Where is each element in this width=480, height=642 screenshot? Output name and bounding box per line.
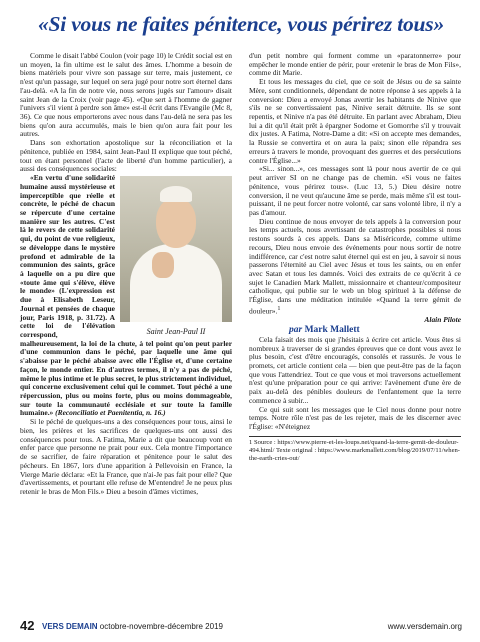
quote-text: «En vertu d'une solidarité humaine aussi mystérieuse et imperceptible que réelle et concrète, le péché de chacun se répercute d'une certaine manière sur les autres. C'est là le revers de cette solidarité qui, du point de vue religieux, se développe dans le mystère profond et admirable de la communion des saints, grâce à laquelle on a pu dire que «toute âme qui s'élève, élève le monde» (L'expression est due à Elisabeth Leseur, Journal et pensées de chaque jour, Paris 1918, p. 31.72). A cette loi de l'élévation correspond, malheureusement, la loi de la chute, à tel point qu'on peut parler d'une communion dans le péché, par laquelle une âme qui s'abaisse par le péché abaisse avec elle l'Église et, d'une certaine façon, le monde entier. En d'autres termes, il n'y a pas de péché, même le plus intime et le plus secret, le plus strictement individuel, qui concerne exclusivement celui qui le commet. Tout péché a une répercussion, plus ou moins forte, plus ou moins dommageable, sur toute la communauté ecclésiale et sur toute la famille humaine.» [20,173,232,418]
paragraph: Et tous les messages du ciel, que ce soit de Jésus ou de sa sainte Mère, sont conditionnels, dépendant de notre réponse à ses appels à la conversion: Dieu a envoyé Jonas avertir les habitants de Ninive que s'ils ne se convertissaient pas, Ninive serait détruite. Ils se sont repentis, et Ninive n'a pas été détruite. En parlant avec Abraham, Dieu lui a dit qu'il était prêt à épargner Sodome et Gomorrhe s'il y trouvait dix justes. A Fatima, Notre-Dame a dit: «Si on accepte mes demandes, la Russie se convertira et on aura la paix; sinon elle répandra ses erreurs à travers le monde, provoquant des guerres et des persécutions contre l'Église...» [249,77,461,165]
footnote-text: 1 Source : https://www.pierre-et-les-loups.net/quand-la-terre-gemit-de-douleur-494.html/ Texte original : https://www.markmallett.com/blog/2019/07/11/when-the-earth-cries-out/ [249,438,460,462]
photo-caption: Saint Jean-Paul II [146,326,206,336]
page-footer [20,618,462,634]
paragraph [249,218,461,316]
footnote [249,436,461,463]
paragraph: Dans son exhortation apostolique sur la réconciliation et la pénitence, publiée en 1984, saint Jean-Paul II explique que tout péché, tout en étant personnel (l'acte de liberté d'un homme particulier), a aussi des conséquences sociales: [20,138,232,174]
website-link[interactable]: www.versdemain.org [387,622,462,631]
right-column [249,52,461,463]
pope-photo [120,176,232,322]
photo-block [120,176,232,336]
paragraph: Ce qui suit sont les messages que le Ciel nous donne pour notre temps. Notre rôle n'est pas de les rejeter, mais de les discerner avec l'Église: «N'éteignez [249,404,461,432]
byline-name: Mark Mallett [304,324,360,335]
paragraph: Cela faisait des mois que j'hésitais à écrire cet article. Vous êtes si nombreux à traverser de si grandes épreuves que ce dont vous avez le plus besoin, c'est d'être encouragés, consolés et rassurés. Je vous le promets, cet article contient cela — bien que peut-être pas de la façon que vous l'attendriez. Tout ce que vous et moi traversons actuellement n'est qu'une préparation pour ce qui arrive: l'avènement d'une ère de paix au-delà des pénibles douleurs de l'enfantement que la terre commence à subir... [249,334,461,405]
left-column [20,52,232,497]
magazine-issue [42,622,223,631]
footnote-marker: 1 [277,304,281,312]
paragraph: d'un petit nombre qui forment comme un «paratonnerre» pour empêcher le monde entier de périr, pour «retenir le bras de Mon Fils», comme dit Marie. [249,51,461,78]
magazine-name: VERS DEMAIN [42,622,98,631]
paragraph-text: Dieu continue de nous envoyer de tels appels à la conversion pour les temps actuels, nous avertissant de catastrophes possibles si nous restons sourds à ces appels. Dans sa Miséricorde, comme ultime recours, Dieu nous envoie des événements pour nous sortir de notre indifférence, car c'est notre salut éternel qui est en jeu, à savoir si nous passerons l'éternité au Ciel avec Jésus et tous les saints, ou en enfer avec Satan et tous les damnés. Voici des extraits de ce qu'écrit à ce sujet le Canadien Mark Mallett, missionnaire et chanteur/compositeur catholique, qui publie sur le web un blog spirituel à la défense de l'Église, dans une méditation intitulée «Quand la terre gémit de douleur». [249,216,461,316]
page-number: 42 [20,618,35,633]
magazine-page [20,8,462,636]
paragraph: Si le péché de quelques-uns a des conséquences pour tous, ainsi le bien, les prières et les sacrifices de quelques-uns ont aussi des conséquences pour tous. A Fatima, Marie a dit que beaucoup vont en enfer parce que personne ne prait pour eux. Cela montre l'importance de se sacrifier, de faire réparation et pénitence pour le salut des pécheurs. En 1867, lors d'une apparition à Pellevoisin en France, la Vierge Marie déclara: «Et la France, que n'ai-Je pas fait pour elle? Que d'avertissements, et pourtant elle refuse de M'entendre! Je ne peux plus retenir le bras de Mon Fils.» Dieu a besoin d'âmes victimes, [20,417,232,496]
byline-prefix: par [289,324,303,335]
quote-source: (Reconciliatio et Paenitentia, n. 16.) [55,408,166,418]
author-signature: Alain Pilote [424,315,461,325]
issue-date: octobre-novembre-décembre 2019 [99,622,223,631]
article-title: «Si vous ne faites pénitence, vous périrez tous» [37,12,445,36]
paragraph: «Si... sinon...», ces messages sont là pour nous avertir de ce qui peut arriver SI on ne change pas de chemin. «Si vous ne faites pénitence, vous périrez tous». (Luc 13, 5.) Dieu désire notre conversion, il ne veut qu'aucune âme se perde, mais même s'il est tout-puissant, il ne peut forcer notre volonté, car sans volonté libre, il n'y a pas d'amour. [249,164,461,217]
paragraph: Comme le disait l'abbé Coulon (voir page 10) le Crédit social est en un moyen, la fin ultime est le salut des âmes. L'homme a besoin de biens matériels pour vivre son passage sur terre, mais justement, ce n'est qu'un passage, sur lequel on sera jugé pour notre sort éternel dans l'au-delà. «A la fin de notre vie, nous serons jugés sur l'amour» disait saint Jean de la Croix (voir page 45). «Que sert à l'homme de gagner l'univers s'il vient à perdre son âme» est-il écrit dans l'Evangile (Mc 8, 36). Ce que nous emporterons avec nous dans l'au-delà ne sera pas les biens qu'on aura accumulés, mais le bien qu'on aura fait pour les autres. [20,51,232,139]
